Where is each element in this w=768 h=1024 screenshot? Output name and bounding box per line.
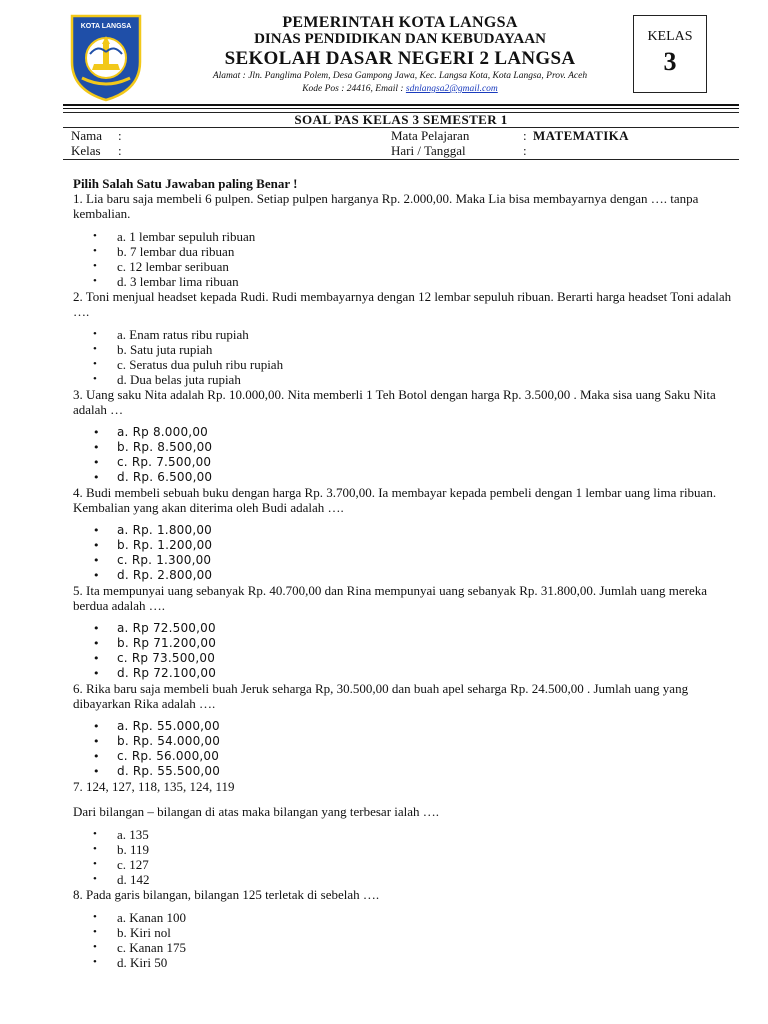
- option-list: [73, 229, 733, 289]
- question-text: 4. Budi membeli sebuah buku dengan harga Rp. 3.700,00. Ia membayar kepada pembeli dengan 1 lembar uang lima ribuan. Kembalian yang akan diterima oleh Budi adalah ….: [73, 485, 717, 515]
- subject-label: Mata Pelajaran: [391, 128, 470, 143]
- class-field-colon: :: [118, 143, 122, 158]
- exam-title: SOAL PAS KELAS 3 SEMESTER 1: [63, 113, 739, 128]
- option-item: • d. Rp. 55.500,00: [73, 764, 733, 779]
- option-list: [73, 910, 733, 970]
- info-row-name: [63, 128, 739, 143]
- option-item: • d. Kiri 50: [73, 955, 733, 970]
- option-item: • b. 119: [73, 842, 733, 857]
- question-text: 6. Rika baru saja membeli buah Jeruk seharga Rp, 30.500,00 dan buah apel seharga Rp. 24.500,00 . Jumlah uang yang dibayarkan Rika adalah ….: [73, 681, 689, 711]
- question-5: [73, 583, 733, 681]
- option-list: [73, 827, 733, 887]
- option-item: • b. 7 lembar dua ribuan: [73, 244, 733, 259]
- option-item: • c. Kanan 175: [73, 940, 733, 955]
- subject-value: MATEMATIKA: [533, 128, 629, 143]
- question-subtext: Dari bilangan – bilangan di atas maka bilangan yang terbesar ialah ….: [73, 804, 440, 819]
- question-text: 3. Uang saku Nita adalah Rp. 10.000,00. Nita memberli 1 Teh Botol dengan harga Rp. 3.500,00 . Maka sisa uang Saku Nita adalah …: [73, 387, 716, 417]
- option-item: • c. Rp. 7.500,00: [73, 455, 733, 470]
- question-list: [73, 176, 733, 970]
- question-4: [73, 485, 733, 583]
- class-field-label: Kelas: [71, 143, 101, 158]
- option-item: • c. Rp. 56.000,00: [73, 749, 733, 764]
- name-label: Nama: [71, 128, 103, 143]
- class-box: [633, 15, 707, 93]
- option-item: • d. Rp 72.100,00: [73, 666, 733, 681]
- postal-email-line: [150, 84, 650, 95]
- option-item: • c. 12 lembar seribuan: [73, 259, 733, 274]
- city-emblem-logo: [68, 12, 144, 102]
- option-item: • a. Enam ratus ribu rupiah: [73, 327, 733, 342]
- header-divider-thin: [63, 108, 739, 109]
- question-2: [73, 289, 733, 387]
- letterhead-text: [150, 14, 650, 95]
- instruction-text: Pilih Salah Satu Jawaban paling Benar !: [73, 176, 298, 191]
- option-item: • c. 127: [73, 857, 733, 872]
- option-item: • b. Rp. 8.500,00: [73, 440, 733, 455]
- header-divider-thick: [63, 104, 739, 106]
- question-text: 5. Ita mempunyai uang sebanyak Rp. 40.700,00 dan Rina mempunyai uang sebanyak Rp. 31.800,00. Jumlah uang mereka berdua adalah ….: [73, 583, 707, 613]
- department-name: DINAS PENDIDIKAN DAN KEBUDAYAAN: [254, 31, 546, 47]
- school-address: Alamat : Jln. Panglima Polem, Desa Gampong Jawa, Kec. Langsa Kota, Kota Langsa, Prov. Aceh: [212, 71, 588, 81]
- option-list: [73, 621, 733, 681]
- option-item: • a. 1 lembar sepuluh ribuan: [73, 229, 733, 244]
- email-link[interactable]: sdnlangsa2@gmail.com: [405, 84, 498, 94]
- option-item: • a. Rp 8.000,00: [73, 425, 733, 440]
- logo-text: KOTA LANGSA: [80, 23, 132, 30]
- option-item: • d. Rp. 6.500,00: [73, 470, 733, 485]
- class-label: KELAS: [647, 29, 693, 44]
- option-item: • a. Kanan 100: [73, 910, 733, 925]
- option-list: [73, 425, 733, 485]
- option-item: • c. Rp 73.500,00: [73, 651, 733, 666]
- question-7: [73, 779, 733, 887]
- option-item: • a. Rp. 55.000,00: [73, 719, 733, 734]
- option-list: [73, 719, 733, 779]
- postal-code-label: Kode Pos : 24416, Email :: [302, 84, 406, 94]
- date-colon: :: [523, 143, 527, 158]
- info-row-class: [63, 143, 739, 158]
- option-item: • d. 142: [73, 872, 733, 887]
- option-item: • b. Satu juta rupiah: [73, 342, 733, 357]
- question-text: 7. 124, 127, 118, 135, 124, 119: [73, 779, 235, 794]
- question-text: 2. Toni menjual headset kepada Rudi. Rudi membayarnya dengan 12 lembar sepuluh ribuan. Berarti harga headset Toni adalah ….: [73, 289, 732, 319]
- option-item: • c. Seratus dua puluh ribu rupiah: [73, 357, 733, 372]
- option-item: • c. Rp. 1.300,00: [73, 553, 733, 568]
- option-item: • d. Dua belas juta rupiah: [73, 372, 733, 387]
- subject-colon: :: [523, 128, 527, 143]
- option-item: • b. Rp. 1.200,00: [73, 538, 733, 553]
- date-label: Hari / Tanggal: [391, 143, 466, 158]
- question-6: [73, 681, 733, 779]
- name-colon: :: [118, 128, 122, 143]
- question-8: [73, 887, 733, 970]
- question-text: 8. Pada garis bilangan, bilangan 125 terletak di sebelah ….: [73, 887, 380, 902]
- class-number: 3: [663, 47, 677, 76]
- exam-info-table: [63, 112, 739, 160]
- school-name: SEKOLAH DASAR NEGERI 2 LANGSA: [224, 48, 576, 69]
- letterhead: [0, 0, 768, 110]
- option-item: • b. Rp. 54.000,00: [73, 734, 733, 749]
- option-item: • b. Kiri nol: [73, 925, 733, 940]
- option-item: • a. Rp 72.500,00: [73, 621, 733, 636]
- option-item: • a. 135: [73, 827, 733, 842]
- question-3: [73, 387, 733, 485]
- option-item: • d. Rp. 2.800,00: [73, 568, 733, 583]
- option-item: • a. Rp. 1.800,00: [73, 523, 733, 538]
- question-1: [73, 191, 733, 289]
- question-text: 1. Lia baru saja membeli 6 pulpen. Setiap pulpen harganya Rp. 2.000,00. Maka Lia bisa membayarnya dengan …. tanpa kembalian.: [73, 191, 699, 221]
- government-name: PEMERINTAH KOTA LANGSA: [282, 14, 518, 31]
- option-list: [73, 523, 733, 583]
- option-list: [73, 327, 733, 387]
- option-item: • d. 3 lembar lima ribuan: [73, 274, 733, 289]
- option-item: • b. Rp 71.200,00: [73, 636, 733, 651]
